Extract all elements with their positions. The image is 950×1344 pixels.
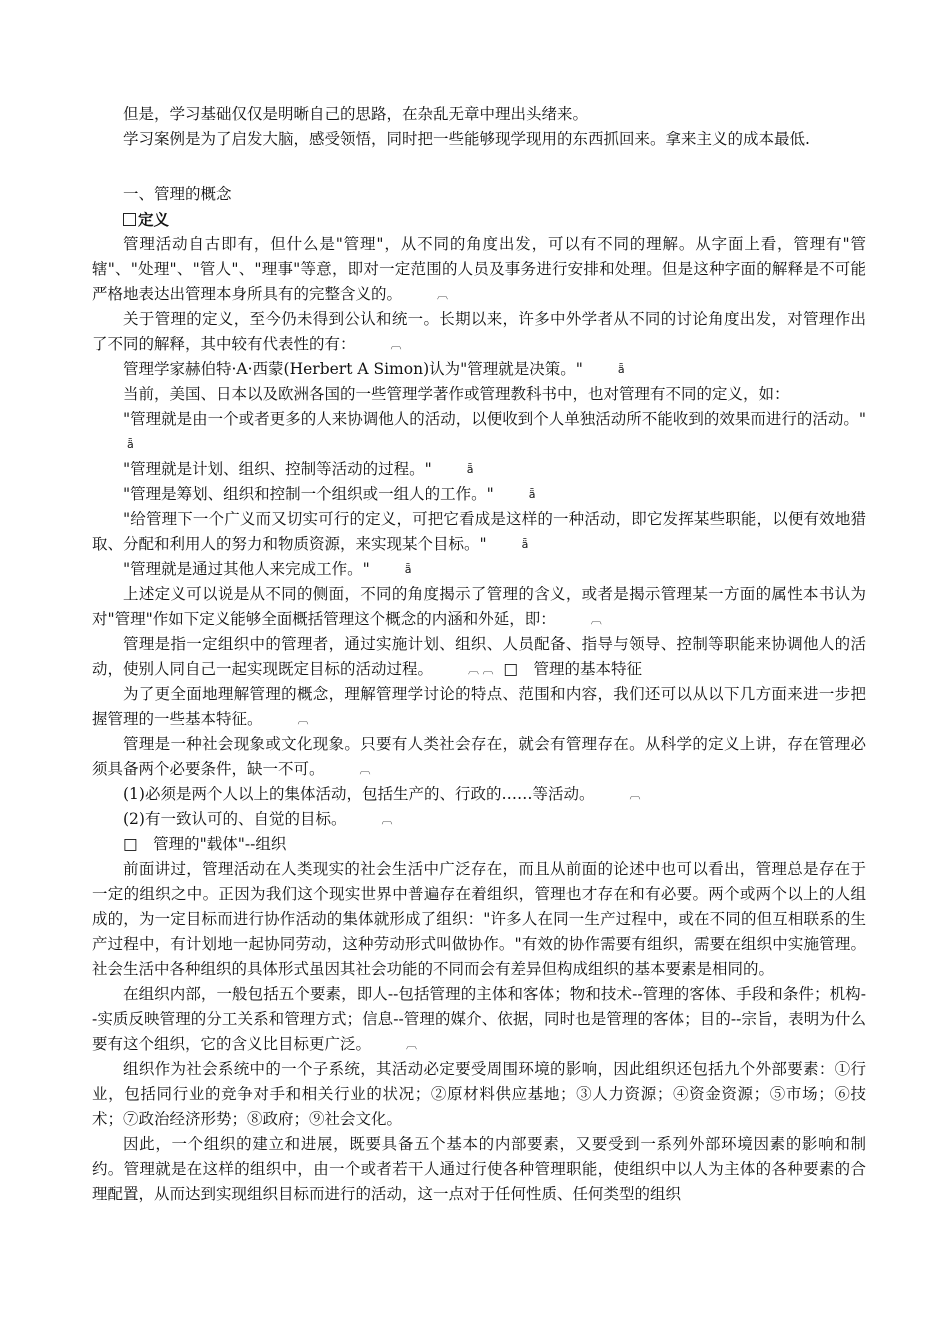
subsection-heading	[92, 832, 866, 857]
inline-heading: □ 管理的基本特征	[503, 660, 643, 678]
paragraph-text: 管理学家赫伯特·A·西蒙(Herbert A Simon)认为"管理就是决策。"	[123, 360, 583, 378]
section-heading-text: 一、管理的概念	[123, 185, 232, 203]
paragraph-text: "管理就是计划、组织、控制等活动的过程。"	[123, 460, 432, 478]
return-mark-icon: ︹	[406, 1038, 418, 1051]
paragraph-text: 学习案例是为了启发大脑，感受领悟，同时把一些能够现学现用的东西抓回来。拿来主义的成本最低.	[123, 130, 810, 148]
paragraph-text: 为了更全面地理解管理的概念，理解管理学讨论的特点、范围和内容，我们还可以从以下几方面来进一步把握管理的一些基本特征。	[92, 685, 866, 728]
special-mark-icon: ǟ	[404, 563, 412, 576]
return-mark-icon: ︹	[390, 338, 402, 351]
paragraph-text: 关于管理的定义，至今仍未得到公认和统一。长期以来，许多中外学者从不同的讨论角度出发，对管理作出了不同的解释，其中较有代表性的有：	[92, 310, 866, 353]
paragraph-text: "给管理下一个广义而又切实可行的定义，可把它看成是这样的一种活动，即它发挥某些职能，以便有效地猎取、分配和利用人的努力和物质资源，来实现某个目标。"	[92, 510, 866, 553]
spacer	[92, 152, 866, 182]
paragraph-text: "管理是筹划、组织和控制一个组织或一组人的工作。"	[123, 485, 494, 503]
paragraph-text: "管理就是通过其他人来完成工作。"	[123, 560, 370, 578]
list-item	[92, 807, 866, 832]
paragraph	[92, 582, 866, 632]
subsection-heading	[92, 207, 866, 232]
paragraph-text: 前面讲过，管理活动在人类现实的社会生活中广泛存在，而且从前面的论述中也可以看出，管理总是存在于一定的组织之中。正因为我们这个现实世界中普遍存在着组织，管理也才存在和有必要。两个或两个以上的人组成的，为一定目标而进行协作活动的集体就形成了组织："许多人在同一生产过程中，或在不同的但互相联系的生产过程中，有计划地一起协同劳动，这种劳动形式叫做协作。"有效的协作需要有组织，需要在组织中实施管理。社会生活中各种组织的具体形式虽因其社会功能的不同而会有差异但构成组织的基本要素是相同的。	[92, 860, 866, 978]
paragraph	[92, 482, 866, 507]
section-heading	[92, 182, 866, 207]
list-item-text: (2)有一致认可的、自觉的目标。	[123, 810, 347, 828]
return-mark-icon: ︹	[629, 788, 641, 801]
return-mark-icon: ︹	[437, 288, 449, 301]
paragraph	[92, 407, 866, 457]
paragraph	[92, 507, 866, 557]
return-mark-icon: ︹	[590, 613, 602, 626]
paragraph-text: 管理活动自古即有，但什么是"管理"，从不同的角度出发，可以有不同的理解。从字面上看，管理有"管辖"、"处理"、"管人"、"理事"等意，即对一定范围的人员及事务进行安排和处理。但是这种字面的解释是不可能严格地表达出管理本身所具有的完整含义的。	[92, 235, 866, 303]
paragraph	[92, 1057, 866, 1132]
paragraph	[92, 857, 866, 982]
paragraph	[92, 307, 866, 357]
paragraph	[92, 382, 866, 407]
paragraph	[92, 1132, 866, 1207]
paragraph-text: 管理是指一定组织中的管理者，通过实施计划、组织、人员配备、指导与领导、控制等职能来协调他人的活动，使别人同自己一起实现既定目标的活动过程。	[92, 635, 866, 678]
paragraph	[92, 682, 866, 732]
subsection-heading-text: □ 管理的"载体"--组织	[123, 835, 287, 853]
paragraph	[92, 632, 866, 682]
paragraph	[92, 232, 866, 307]
paragraph-text: 上述定义可以说是从不同的侧面，不同的角度揭示了管理的含义，或者是揭示管理某一方面的属性本书认为对"管理"作如下定义能够全面概括管理这个概念的内涵和外延，即：	[92, 585, 866, 628]
list-item-text: (1)必须是两个人以上的集体活动，包括生产的、行政的……等活动。	[123, 785, 595, 803]
special-mark-icon: ǟ	[528, 488, 536, 501]
special-mark-icon: ǟ	[521, 538, 529, 551]
special-mark-icon: ǟ	[127, 438, 134, 451]
paragraph-text: 管理是一种社会现象或文化现象。只要有人类社会存在，就会有管理存在。从科学的定义上讲，存在管理必须具备两个必要条件，缺一不可。	[92, 735, 866, 778]
paragraph-text: 组织作为社会系统中的一个子系统，其活动必定要受周围环境的影响，因此组织还包括九个外部要素：①行业，包括同行业的竞争对手和相关行业的状况；②原材料供应基地；③人力资源；④资金资源；⑤市场；⑥技术；⑦政治经济形势；⑧政府；⑨社会文化。	[92, 1060, 866, 1128]
return-mark-icon: ︹	[381, 813, 393, 826]
return-mark-icon: ︹	[297, 713, 309, 726]
paragraph-text: 在组织内部，一般包括五个要素，即人--包括管理的主体和客体；物和技术--管理的客体、手段和条件；机构--实质反映管理的分工关系和管理方式；信息--管理的媒介、依据，同时也是管理的客体；目的--宗旨，表明为什么要有这个组织，它的含义比目标更广泛。	[92, 985, 866, 1053]
paragraph-text: 但是，学习基础仅仅是明晰自己的思路，在杂乱无章中理出头绪来。	[123, 105, 589, 123]
special-mark-icon: ǟ	[466, 463, 474, 476]
paragraph	[92, 357, 866, 382]
paragraph-text: 当前，美国、日本以及欧洲各国的一些管理学著作或管理教科书中，也对管理有不同的定义，如：	[123, 385, 790, 403]
document-page	[92, 102, 866, 1207]
paragraph	[92, 557, 866, 582]
paragraph	[92, 982, 866, 1057]
paragraph	[92, 102, 866, 127]
paragraph-text: 因此，一个组织的建立和进展，既要具备五个基本的内部要素，又要受到一系列外部环境因素的影响和制约。管理就是在这样的组织中，由一个或者若干人通过行使各种管理职能，使组织中以人为主体的各种要素的合理配置，从而达到实现组织目标而进行的活动，这一点对于任何性质、任何类型的组织	[92, 1135, 866, 1203]
paragraph	[92, 732, 866, 782]
paragraph-text: "管理就是由一个或者更多的人来协调他人的活动，以便收到个人单独活动所不能收到的效果而进行的活动。"	[123, 410, 866, 428]
checkbox-icon	[123, 213, 136, 226]
subsection-heading-text: 定义	[138, 210, 170, 229]
return-mark-icon: ︹ ︹	[468, 663, 494, 676]
return-mark-icon: ︹	[359, 763, 371, 776]
special-mark-icon: ǟ	[617, 363, 625, 376]
list-item	[92, 782, 866, 807]
paragraph	[92, 457, 866, 482]
paragraph	[92, 127, 866, 152]
